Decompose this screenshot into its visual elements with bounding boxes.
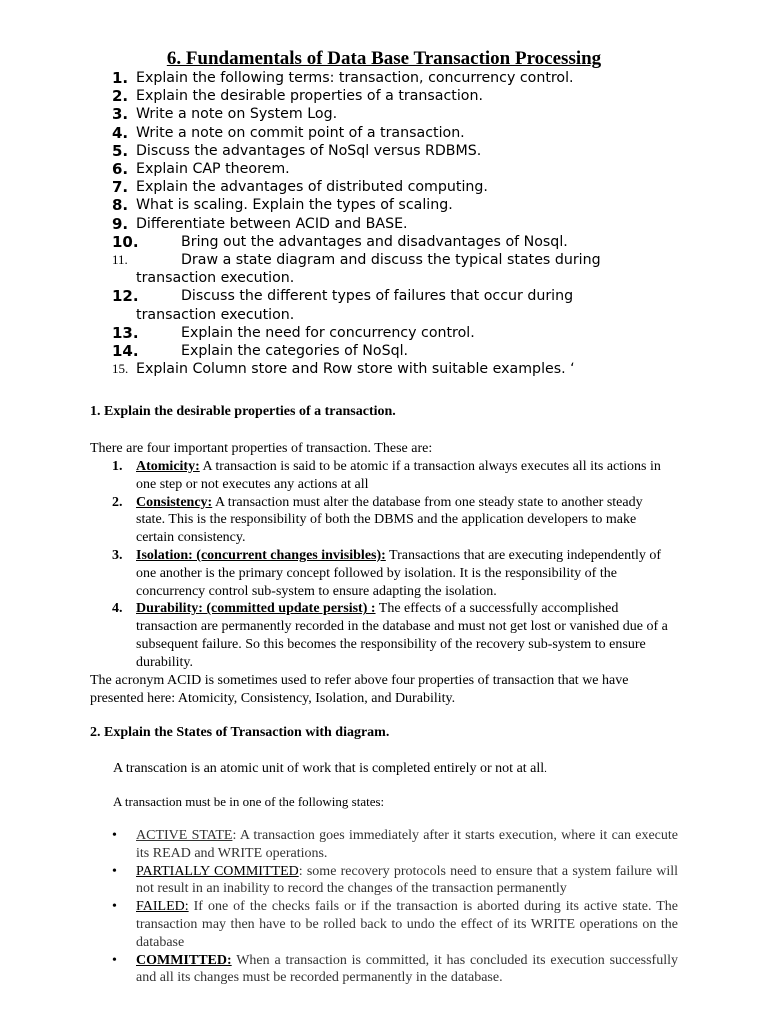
property-term: Atomicity: [136, 459, 200, 474]
question-item [112, 251, 652, 287]
property-item [112, 458, 672, 494]
question-number: 15. [112, 361, 129, 377]
question-item [112, 324, 652, 342]
property-list [112, 458, 672, 672]
question-item [112, 215, 652, 233]
question-text: Discuss the advantages of NoSql versus RDBMS. [136, 142, 482, 159]
acid-summary: The acronym ACID is sometimes used to refer above four properties of transaction that we have presented here: Atomicity, Consistency, Isolation, and Durability. [90, 673, 629, 706]
question-text: Explain the categories of NoSql. [181, 343, 409, 360]
section2-heading: 2. Explain the States of Transaction with diagram. [90, 725, 390, 740]
state-item [112, 863, 678, 899]
question-item [112, 178, 652, 196]
states-intro: A transaction must be in one of the following states: [113, 794, 385, 809]
question-text: Draw a state diagram and discuss the typical states during transaction execution. [136, 252, 601, 287]
transaction-definition [113, 760, 547, 779]
property-term: Isolation: (concurrent changes invisibles): [136, 547, 386, 563]
question-list [112, 69, 652, 378]
question-text: Explain the desirable properties of a transaction. [136, 88, 483, 105]
transaction-definition-period: . [544, 763, 547, 775]
state-term: FAILED: [136, 899, 189, 915]
question-number: 5. [112, 141, 129, 160]
property-number: 1. [112, 459, 123, 474]
bullet-icon: • [112, 828, 117, 843]
question-item [112, 342, 652, 360]
question-text: Write a note on commit point of a transaction. [136, 124, 465, 141]
property-item [112, 494, 672, 547]
question-number: 12. [112, 287, 139, 306]
bullet-icon: • [112, 899, 117, 915]
property-text: The effects of a successfully accomplished transaction are permanently recorded in the database and must not get lost or vanished due of a subsequent failure. So this becomes the responsibility of the recovery sub-system to ensure durability. [136, 601, 668, 670]
state-text: When a transaction is committed, it has concluded its execution successfully and all its changes must be recorded permanently in the database. [136, 952, 678, 986]
question-text: Explain the following terms: transaction, concurrency control. [136, 70, 574, 86]
property-number: 3. [112, 547, 123, 563]
question-number: 2. [112, 87, 129, 106]
bullet-icon: • [112, 952, 117, 968]
question-item [112, 196, 652, 214]
question-number: 4. [112, 123, 129, 142]
property-term: Consistency: [136, 494, 213, 510]
question-item [112, 160, 652, 178]
section1-heading: 1. Explain the desirable properties of a transaction. [90, 404, 396, 419]
question-item [112, 87, 652, 105]
question-item [112, 287, 652, 323]
state-item [112, 952, 678, 988]
property-text: A transaction must alter the database from one steady state to another steady state. This is the responsibility of both the DBMS and the application developers to make certain consistency. [136, 494, 643, 546]
property-text: A transaction is said to be atomic if a transaction always executes all its actions in one step or not executes any actions at all [136, 459, 661, 492]
property-number: 2. [112, 494, 123, 510]
question-item [112, 233, 652, 251]
question-text: What is scaling. Explain the types of scaling. [136, 197, 453, 214]
question-item [112, 360, 652, 378]
question-text: Bring out the advantages and disadvantages of Nosql. [181, 233, 568, 250]
state-list [112, 827, 678, 987]
question-text: Write a note on System Log. [136, 106, 338, 123]
question-number: 13. [112, 323, 139, 342]
question-number: 6. [112, 160, 129, 179]
question-number: 9. [112, 214, 129, 233]
question-number: 11. [112, 252, 128, 268]
state-text: If one of the checks fails or if the transaction is aborted during its active state. The transaction may then have to be rolled back to undo the effect of its WRITE operations on the database [136, 899, 678, 950]
question-item [112, 105, 652, 123]
question-item [112, 124, 652, 142]
property-number: 4. [112, 601, 123, 617]
question-number: 1. [112, 69, 129, 87]
section1-intro: There are four important properties of transaction. These are: [90, 441, 433, 456]
question-number: 14. [112, 342, 139, 361]
state-item [112, 827, 678, 863]
question-item [112, 69, 652, 87]
question-text: Differentiate between ACID and BASE. [136, 215, 408, 232]
transaction-definition-text: A transcation is an atomic unit of work that is completed entirely or not at all [113, 761, 545, 776]
property-item [112, 600, 672, 671]
state-term: COMMITTED: [136, 952, 232, 968]
question-text: Explain Column store and Row store with suitable examples. ‘ [136, 361, 575, 378]
property-term: Durability: (committed update persist) : [136, 601, 376, 617]
question-item [112, 142, 652, 160]
question-number: 3. [112, 105, 129, 124]
question-number: 8. [112, 196, 129, 215]
state-term: ACTIVE STATE [136, 828, 233, 843]
bullet-icon: • [112, 863, 117, 879]
state-text: : some recovery protocols need to ensure that a system failure will not result in an inability to record the changes of the transaction permanently [136, 863, 678, 897]
state-term: PARTIALLY COMMITTED [136, 863, 299, 879]
property-text: Transactions that are executing independently of one another is the primary concept followed by isolation. It is the responsibility of the concurrency control sub-system to ensure adapting the isolation. [136, 547, 662, 599]
question-text: Discuss the different types of failures that occur during transaction execution. [136, 288, 574, 323]
state-text: : A transaction goes immediately after it starts execution, where it can execute its READ and WRITE operations. [136, 828, 678, 861]
question-text: Explain the advantages of distributed computing. [136, 179, 488, 196]
property-item [112, 547, 672, 600]
state-item [112, 898, 678, 951]
question-text: Explain CAP theorem. [136, 161, 290, 178]
question-number: 7. [112, 178, 129, 197]
question-text: Explain the need for concurrency control. [181, 324, 475, 341]
page-title: 6. Fundamentals of Data Base Transaction Processing [166, 48, 602, 69]
question-number: 10. [112, 232, 139, 251]
